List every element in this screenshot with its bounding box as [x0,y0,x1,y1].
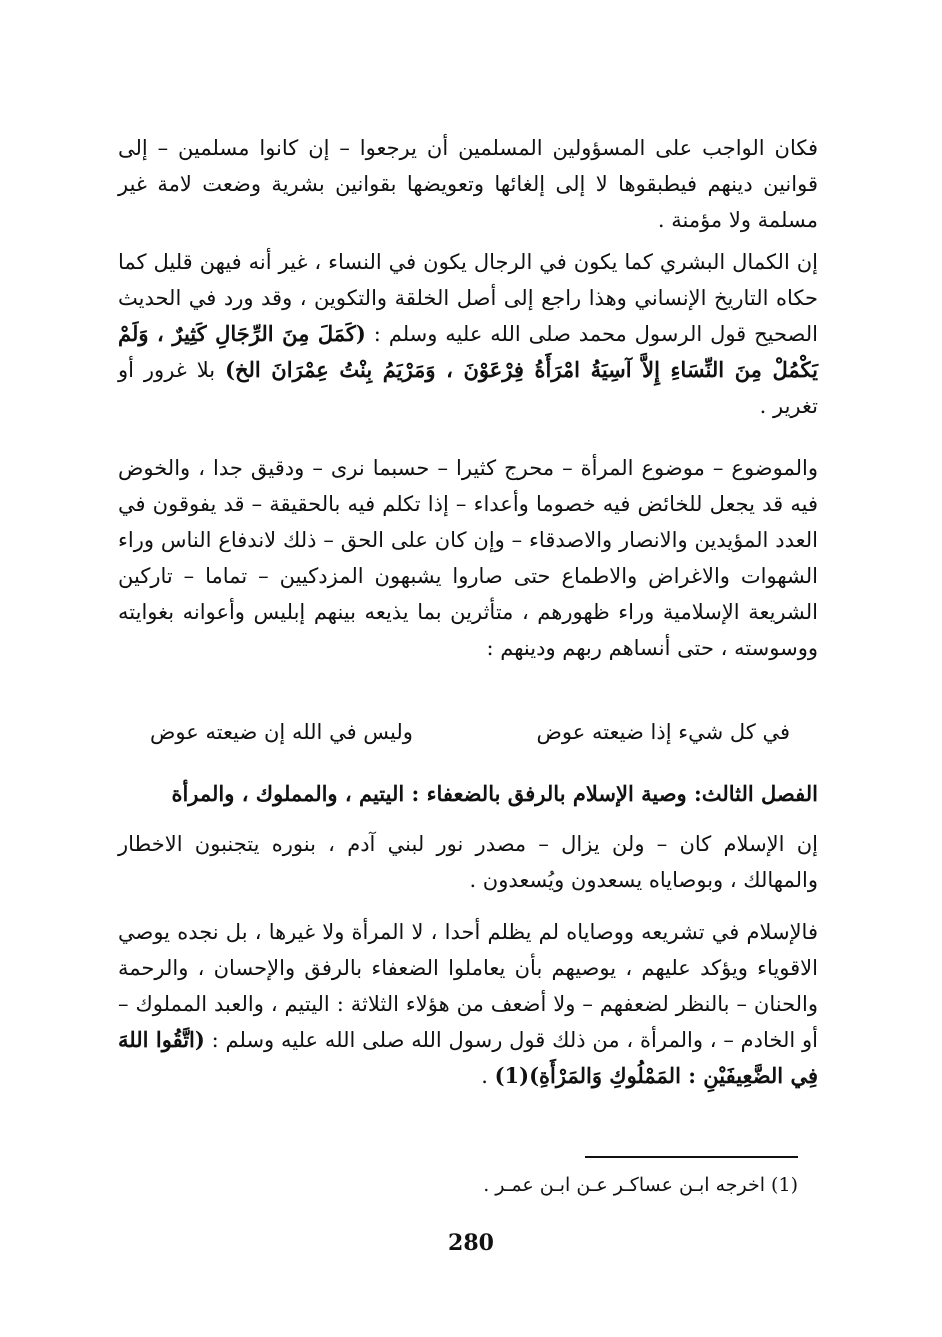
page-number: 280 [448,1230,494,1256]
hadith-quote-2: (اتَّقُوا اللهَ فِي الضَّعِيفَيْنِ : المَمْلُوكِ وَالمَرْأَةِ) [118,1027,818,1088]
paragraph-3: والموضوع – موضوع المرأة – محرج كثيرا – حسبما نرى – ودقيق جدا ، والخوض فيه قد يجعل للخائض فيه خصوما وأعداء – إذا تكلم فيه بالحقيقة – قد يفوقون في العدد المؤيدين والانصار والاصدقاء – وإن كان على الحق – ذلك لاندفاع الناس وراء الشهوات والاغراض والاطماع حتى صاروا يشبهون المزدكيين – تماما – تاركين الشريعة الإسلامية وراء ظهورهم ، متأثرين بما يذيعه بينهم إبليس وأعوانه بغوايته ووسوسته ، حتى أنساهم ربهم ودينهم : [118,456,818,660]
footnote: (1) اخرجه ابـن عساكـر عـن ابـن عمـر . [483,1174,798,1196]
paragraph-4: إن الإسلام كان – ولن يزال – مصدر نور لبني آدم ، بنوره يتجنبون الاخطار والمهالك ، وبوصاياه يسعدون ويُسعدون . [118,832,818,892]
paragraph-2-text-before: إن الكمال البشري كما يكون في الرجال يكون في النساء ، غير أنه فيهن قليل كما حكاه التاريخ الإنساني وهذا راجع إلى أصل الخلقة والتكوين ، وقد ورد في الحديث الصحيح قول الرسول محمد صلى الله عليه وسلم : [118,250,818,346]
paragraph-2-text-after: بلا غرور أو تغرير . [118,358,818,418]
verse-hemistich-1: في كل شيء إذا ضيعته عوض [536,720,790,744]
verse-hemistich-2: وليس في الله إن ضيعته عوض [150,720,413,744]
paragraph-1: فكان الواجب على المسؤولين المسلمين أن يرجعوا – إن كانوا مسلمين – إلى قوانين دينهم فيطبقوها لا إلى إلغائها وتعويضها بقوانين بشرية وضعت لامة غير مسلمة ولا مؤمنة . [118,136,818,232]
paragraph-5-text-before: فالإسلام في تشريعه ووصاياه لم يظلم أحدا ، لا المرأة ولا غيرها ، بل نجده يوصي الاقوياء ويؤكد عليهم ، يوصيهم بأن يعاملوا الضعفاء بالرفق والإحسان ، والرحمة والحنان – بالنظر لضعفهم – ولا أضعف من هؤلاء الثلاثة : اليتيم ، والعبد المملوك – أو الخادم – ، والمرأة ، من ذلك قول رسول الله صلى الله عليه وسلم : [118,920,818,1052]
hadith-quote-1: (كَمَلَ مِنَ الرِّجَالِ كَثِيرٌ ، وَلَمْ يَكْمُلْ مِنَ النِّسَاءِ إِلاَّ آسِيَةُ امْرَأَةُ فِرْعَوْنَ ، وَمَرْيَمُ بِنْتُ عِمْرَانَ الخ) [118,321,818,382]
footnote-reference: (1) [494,1063,530,1088]
footnote-separator [585,1156,798,1158]
paragraph-2 [118,244,818,424]
chapter-title: الفصل الثالث: وصية الإسلام بالرفق بالضعفاء : اليتيم ، والمملوك ، والمرأة [171,781,818,806]
poetry-verse [150,714,790,750]
paragraph-5-text-after: . [481,1064,495,1088]
paragraph-5 [118,914,818,1094]
